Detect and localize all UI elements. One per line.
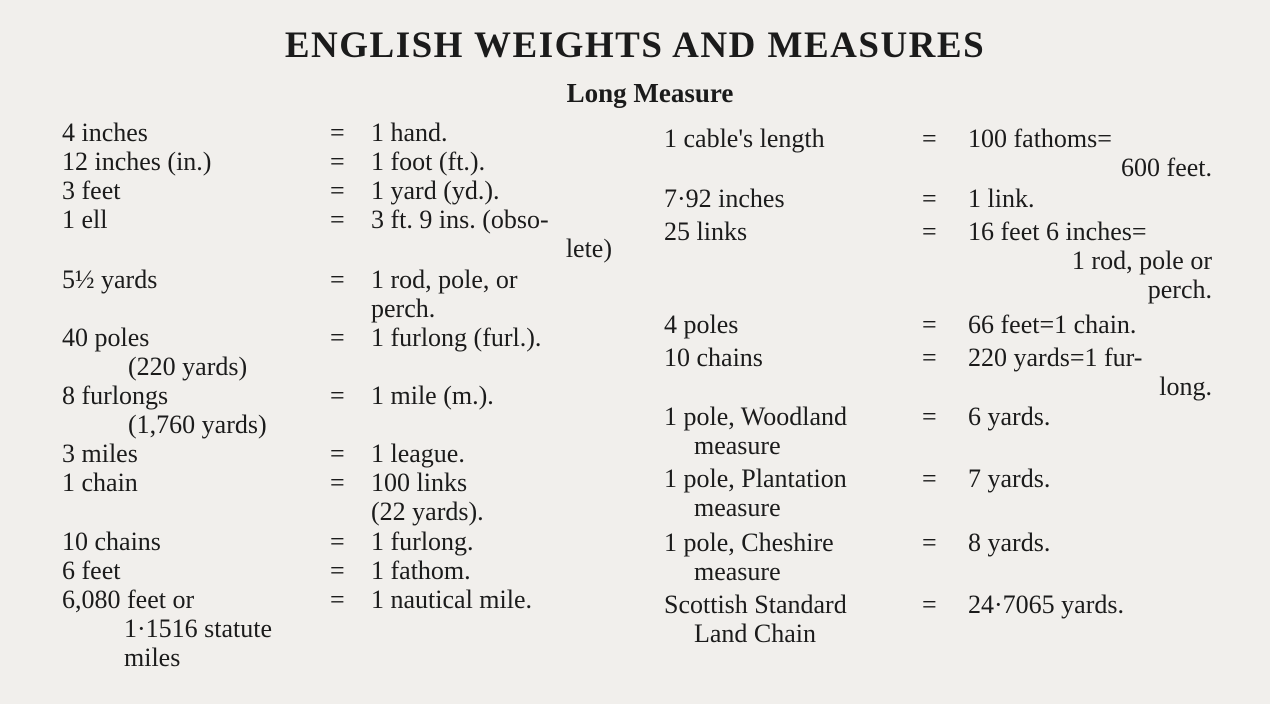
equals-sign: = [922, 528, 937, 557]
measure-equivalent: 100 links [371, 468, 468, 497]
equals-sign: = [330, 205, 345, 234]
measure-quantity: 10 chains [664, 343, 763, 372]
measure-equivalent: 1 rod, pole, or [371, 265, 518, 294]
equals-sign: = [922, 184, 937, 213]
measure-equivalent: 1 mile (m.). [371, 381, 494, 410]
measure-equivalent: 16 feet 6 inches= [968, 217, 1147, 246]
equals-sign: = [922, 124, 937, 153]
measure-quantity: 1 chain [62, 468, 138, 497]
equals-sign: = [330, 265, 345, 294]
measure-equivalent: 1 foot (ft.). [371, 147, 486, 176]
measure-equivalent: 1 yard (yd.). [371, 176, 500, 205]
measure-quantity: 7·92 inches [664, 184, 785, 213]
measure-quantity: 4 poles [664, 310, 739, 339]
equals-sign: = [922, 310, 937, 339]
measure-quantity: 1·1516 statute [124, 614, 273, 643]
measure-quantity: 40 poles [62, 323, 150, 352]
measure-quantity: 1 ell [62, 205, 108, 234]
equals-sign: = [330, 468, 345, 497]
measure-quantity: 12 inches (in.) [62, 147, 212, 176]
measure-equivalent: 24·7065 yards. [968, 590, 1124, 619]
measure-equivalent: 1 nautical mile. [371, 585, 533, 614]
measure-quantity: 4 inches [62, 118, 148, 147]
measure-quantity: 1 pole, Plantation [664, 464, 847, 493]
measure-quantity: 1 cable's length [664, 124, 825, 153]
equals-sign: = [330, 527, 345, 556]
equals-sign: = [330, 556, 345, 585]
measure-quantity: measure [694, 431, 781, 460]
measure-equivalent: (22 yards). [371, 497, 484, 526]
equals-sign: = [330, 176, 345, 205]
measure-equivalent: 1 fathom. [371, 556, 471, 585]
measure-equivalent: 1 league. [371, 439, 465, 468]
measure-quantity: 3 feet [62, 176, 121, 205]
measure-quantity: 25 links [664, 217, 748, 246]
equals-sign: = [330, 381, 345, 410]
measure-quantity: 1 pole, Cheshire [664, 528, 834, 557]
measure-equivalent: 1 furlong. [371, 527, 474, 556]
measure-equivalent: long. [1159, 372, 1212, 401]
measure-equivalent: lete) [565, 234, 612, 263]
measure-quantity: miles [124, 643, 181, 672]
measure-equivalent: 1 link. [968, 184, 1035, 213]
equals-sign: = [330, 118, 345, 147]
measure-equivalent: 100 fathoms= [968, 124, 1112, 153]
measure-quantity: 1 pole, Woodland [664, 402, 848, 431]
equals-sign: = [330, 147, 345, 176]
equals-sign: = [330, 585, 345, 614]
measure-quantity: measure [694, 493, 781, 522]
measure-equivalent: 1 furlong (furl.). [371, 323, 542, 352]
measure-equivalent: 7 yards. [968, 464, 1051, 493]
equals-sign: = [330, 439, 345, 468]
measure-quantity: 3 miles [62, 439, 138, 468]
measure-quantity: (220 yards) [128, 352, 248, 381]
measure-quantity: 10 chains [62, 527, 161, 556]
measure-quantity: 5½ yards [62, 265, 158, 294]
measure-quantity: 6 feet [62, 556, 121, 585]
measure-equivalent: 1 rod, pole or [1071, 246, 1212, 275]
measure-equivalent: 6 yards. [968, 402, 1051, 431]
equals-sign: = [922, 402, 937, 431]
measure-equivalent: perch. [371, 294, 436, 323]
measure-quantity: Land Chain [694, 619, 817, 648]
equals-sign: = [922, 590, 937, 619]
measure-equivalent: perch. [1147, 275, 1212, 304]
measure-quantity: 8 furlongs [62, 381, 169, 410]
measure-quantity: measure [694, 557, 781, 586]
page-title: ENGLISH WEIGHTS AND MEASURES [284, 25, 986, 66]
measure-equivalent: 66 feet=1 chain. [968, 310, 1137, 339]
measure-quantity: 6,080 feet or [62, 585, 195, 614]
measure-quantity: Scottish Standard [664, 590, 847, 619]
measure-quantity: (1,760 yards) [128, 410, 267, 439]
measure-equivalent: 600 feet. [1121, 153, 1212, 182]
measure-equivalent: 220 yards=1 fur- [968, 343, 1143, 372]
equals-sign: = [922, 217, 937, 246]
equals-sign: = [330, 323, 345, 352]
equals-sign: = [922, 343, 937, 372]
measure-equivalent: 8 yards. [968, 528, 1051, 557]
measure-equivalent: 1 hand. [371, 118, 448, 147]
equals-sign: = [922, 464, 937, 493]
measure-equivalent: 3 ft. 9 ins. (obso- [371, 205, 549, 234]
section-subtitle: Long Measure [566, 78, 734, 108]
